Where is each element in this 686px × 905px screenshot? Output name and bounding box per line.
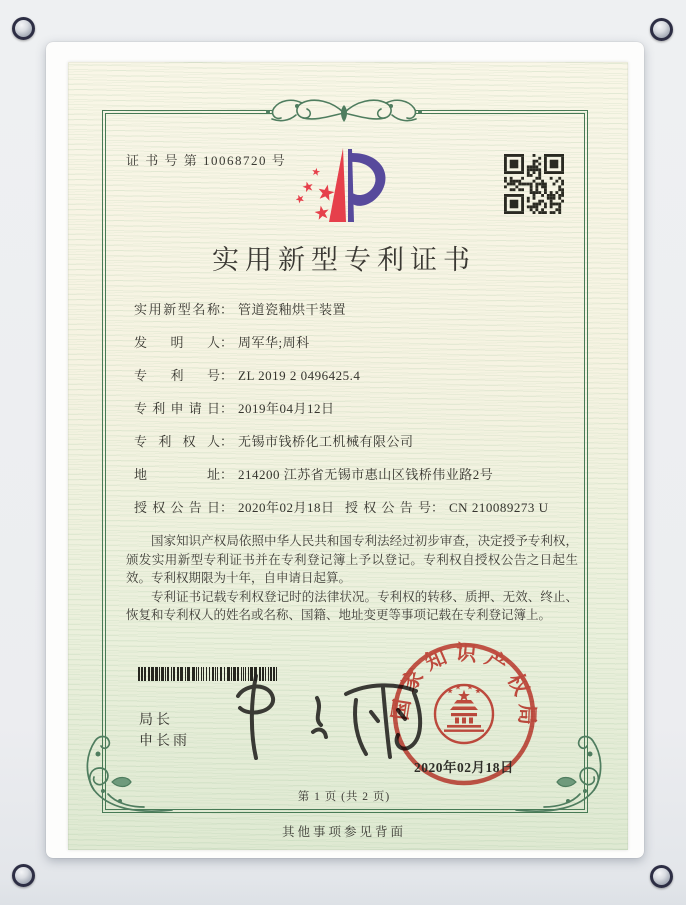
field-value: CN 210089273 U (449, 500, 549, 515)
field-value: 2020年02月18日 (238, 500, 335, 515)
legal-paragraph-1: 国家知识产权局依照中华人民共和国专利法经过初步审查，决定授予专利权，颁发实用新型专利证书并在专利登记簿上予以登记。专利权自授权公告之日起生效。专利权期限为十年，自申请日起算。 (126, 534, 578, 586)
corner-screw (650, 18, 673, 41)
field-label: 专利权人 (134, 434, 220, 449)
colon: ： (220, 335, 234, 350)
colon: ： (220, 368, 234, 383)
field-value: 无锡市钱桥化工机械有限公司 (238, 434, 414, 449)
corner-screw (650, 865, 673, 888)
field-row-grant (134, 500, 584, 516)
field-value: ZL 2019 2 0496425.4 (238, 368, 361, 383)
official-block (139, 710, 190, 752)
colon: ： (220, 434, 234, 449)
field-label: 发明人 (134, 335, 220, 350)
seal-text: 国家知识产权局 (387, 640, 540, 733)
official-title: 局长 (139, 713, 173, 728)
seal-date: 2020年02月18日 (414, 760, 514, 775)
colon: ： (431, 500, 445, 515)
legal-text (126, 532, 578, 625)
certificate-card (46, 42, 644, 858)
field-value: 2019年04月12日 (238, 401, 335, 416)
qr-code (504, 154, 564, 214)
national-emblem-icon (435, 684, 493, 743)
field-label: 专利申请日 (134, 401, 220, 416)
field-row-filing-date (134, 401, 584, 417)
grant-number-pair (345, 500, 548, 516)
corner-screw (12, 864, 35, 887)
page-number: 第 1 页 (共 2 页) (297, 791, 391, 803)
certificate-number: 证 书 号 第 10068720 号 (126, 153, 287, 168)
colon: ： (220, 500, 234, 515)
colon: ： (220, 401, 234, 416)
certificate-paper (68, 62, 628, 850)
field-label: 专利号 (134, 368, 220, 383)
field-row-patentee (134, 434, 584, 450)
field-label: 授权公告号 (345, 500, 431, 515)
colon: ： (220, 302, 234, 317)
field-label: 授权公告日 (134, 500, 220, 515)
field-row-address (134, 467, 584, 483)
cnipa-patent-logo-icon (296, 144, 392, 236)
colon: ： (220, 467, 234, 482)
field-value: 周军华;周科 (238, 335, 310, 350)
top-flourish-ornament (244, 93, 444, 133)
corner-screw (12, 17, 35, 40)
legal-paragraph-2: 专利证书记载专利权登记时的法律状况。专利权的转移、质押、无效、终止、恢复和专利权人的姓名或名称、国籍、地址变更等事项记载在专利登记簿上。 (126, 589, 578, 623)
field-label: 地址 (134, 467, 220, 482)
field-row-patent-no (134, 368, 584, 384)
back-note: 其他事项参见背面 (281, 825, 406, 839)
field-value: 214200 江苏省无锡市惠山区钱桥伟业路2号 (238, 467, 494, 482)
certificate-title: 实用新型专利证书 (212, 245, 476, 275)
field-value: 管道瓷釉烘干装置 (238, 302, 347, 317)
field-row-inventors (134, 335, 584, 351)
official-name: 申长雨 (139, 734, 190, 749)
field-row-name (134, 302, 584, 318)
field-label: 实用新型名称 (134, 302, 220, 317)
field-list (134, 302, 584, 533)
